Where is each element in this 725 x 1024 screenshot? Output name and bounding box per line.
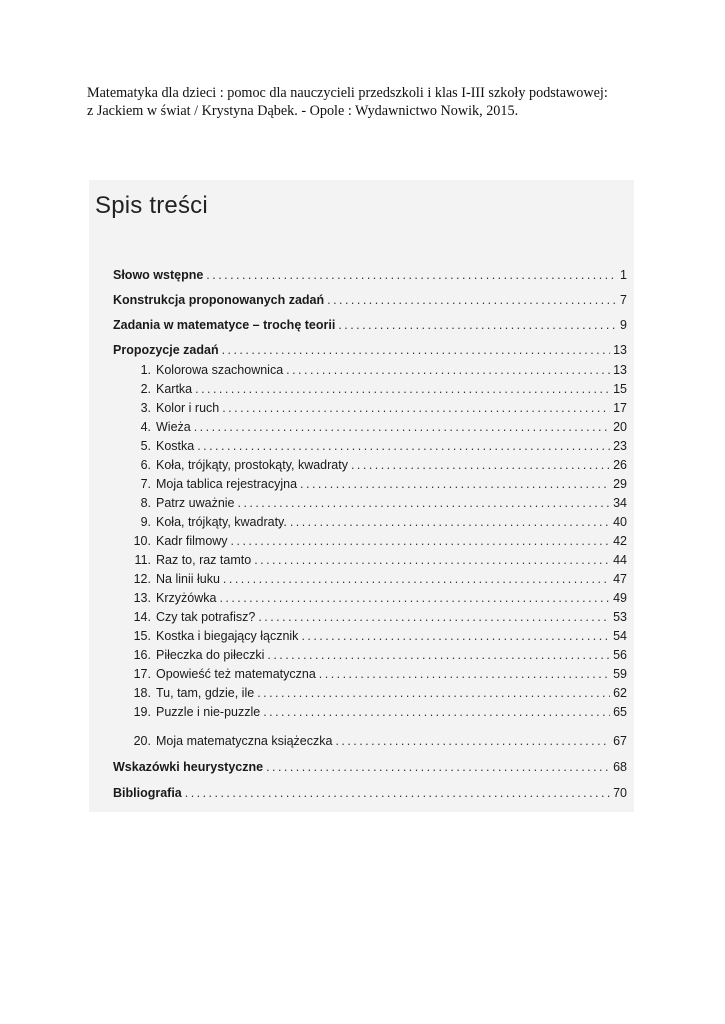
toc-title: Spis treści [95, 192, 208, 219]
toc-entry-label: Czy tak potrafisz? [156, 610, 256, 624]
toc-entry-main [113, 293, 627, 307]
toc-entry-sub [127, 705, 627, 719]
toc-entry-number: 3. [140, 401, 151, 415]
toc-entry-number: 12. [133, 572, 151, 586]
toc-entry-sub [127, 382, 627, 396]
toc-entry-main [113, 343, 627, 357]
leader-dots [231, 534, 611, 548]
toc-entry-sub [127, 439, 627, 453]
leader-dots [257, 686, 610, 700]
toc-entry-label: Piłeczka do piłeczki [156, 648, 265, 662]
leader-dots [258, 610, 610, 624]
toc-entry-sub [127, 515, 627, 529]
toc-entry-page: 54 [613, 629, 627, 643]
toc-entry-page: 67 [613, 734, 627, 748]
leader-dots [290, 515, 610, 529]
bibliographic-citation [87, 84, 647, 120]
toc-entry-page: 26 [613, 458, 627, 472]
leader-dots [223, 572, 610, 586]
toc-entry-number: 13. [133, 591, 151, 605]
toc-entry-page: 1 [620, 268, 627, 282]
toc-entry-page: 7 [620, 293, 627, 307]
leader-dots [222, 401, 610, 415]
toc-entry-page: 47 [613, 572, 627, 586]
leader-dots [266, 760, 610, 774]
toc-entry-main [113, 318, 627, 332]
toc-entry-page: 20 [613, 420, 627, 434]
toc-entry-label: Patrz uważnie [156, 496, 235, 510]
toc-entry-number: 5. [140, 439, 151, 453]
toc-entry-number: 14. [133, 610, 151, 624]
toc-entry-label: Wskazówki heurystyczne [113, 760, 264, 774]
toc-entry-page: 23 [613, 439, 627, 453]
toc-entry-page: 13 [613, 363, 627, 377]
toc-entry-number: 18. [133, 686, 151, 700]
toc-entry-number: 20. [133, 734, 151, 748]
leader-dots [219, 591, 610, 605]
leader-dots [206, 268, 617, 282]
leader-dots [197, 439, 610, 453]
toc-entry-sub [127, 534, 627, 548]
toc-entry-number: 10. [133, 534, 151, 548]
citation-line-2: z Jackiem w świat / Krystyna Dąbek. - Opole : Wydawnictwo Nowik, 2015. [87, 103, 519, 119]
toc-entry-label: Słowo wstępne [113, 268, 204, 282]
toc-entry-page: 65 [613, 705, 627, 719]
toc-entry-number: 1. [140, 363, 151, 377]
toc-entry-number: 6. [140, 458, 151, 472]
toc-entry-number: 4. [140, 420, 151, 434]
toc-entry-number: 2. [140, 382, 151, 396]
toc-entry-sub [127, 401, 627, 415]
toc-entry-page: 34 [613, 496, 627, 510]
toc-entry-sub [127, 363, 627, 377]
table-of-contents [89, 180, 634, 812]
toc-entry-label: Konstrukcja proponowanych zadań [113, 293, 325, 307]
leader-dots [254, 553, 610, 567]
leader-dots [222, 343, 611, 357]
toc-entry-sub [127, 629, 627, 643]
toc-entry-label: Propozycje zadań [113, 343, 219, 357]
toc-entry-sub [127, 734, 627, 748]
toc-entry-sub [127, 496, 627, 510]
toc-entry-number: 16. [133, 648, 151, 662]
leader-dots [338, 318, 617, 332]
leader-dots [335, 734, 610, 748]
toc-entry-sub [127, 591, 627, 605]
toc-entry-main [113, 760, 627, 774]
toc-entry-label: Zadania w matematyce – trochę teorii [113, 318, 336, 332]
toc-entry-page: 68 [613, 760, 627, 774]
toc-entry-number: 11. [134, 553, 151, 567]
leader-dots [195, 382, 610, 396]
toc-entry-page: 44 [613, 553, 627, 567]
leader-dots [194, 420, 610, 434]
leader-dots [286, 363, 610, 377]
toc-entry-label: Tu, tam, gdzie, ile [156, 686, 255, 700]
leader-dots [327, 293, 617, 307]
toc-entry-sub [127, 477, 627, 491]
citation-line-1: Matematyka dla dzieci : pomoc dla nauczycieli przedszkoli i klas I-III szkoły podstawowej: [87, 85, 608, 101]
toc-entry-label: Wieża [156, 420, 191, 434]
toc-entry-number: 9. [140, 515, 151, 529]
toc-entry-sub [127, 553, 627, 567]
toc-entry-label: Koła, trójkąty, kwadraty. [156, 515, 287, 529]
toc-entry-number: 19. [133, 705, 151, 719]
toc-entry-label: Bibliografia [113, 786, 182, 800]
toc-entry-label: Opowieść też matematyczna [156, 667, 316, 681]
toc-entry-page: 56 [613, 648, 627, 662]
toc-entry-label: Na linii łuku [156, 572, 220, 586]
toc-entry-page: 53 [613, 610, 627, 624]
toc-entry-main [113, 268, 627, 282]
leader-dots [185, 786, 610, 800]
toc-entry-sub [127, 420, 627, 434]
toc-entry-label: Moja matematyczna książeczka [156, 734, 333, 748]
toc-entry-number: 17. [133, 667, 151, 681]
leader-dots [238, 496, 611, 510]
leader-dots [263, 705, 610, 719]
toc-entry-main [113, 786, 627, 800]
toc-entry-label: Kartka [156, 382, 193, 396]
toc-entry-label: Puzzle i nie-puzzle [156, 705, 261, 719]
toc-entry-page: 59 [613, 667, 627, 681]
toc-entry-sub [127, 648, 627, 662]
toc-entry-number: 15. [133, 629, 151, 643]
toc-entry-sub [127, 458, 627, 472]
toc-entry-number: 7. [140, 477, 151, 491]
leader-dots [267, 648, 610, 662]
toc-entry-sub [127, 610, 627, 624]
toc-entry-sub [127, 686, 627, 700]
toc-entry-page: 42 [613, 534, 627, 548]
toc-entry-label: Kolor i ruch [156, 401, 220, 415]
toc-entry-label: Kostka [156, 439, 195, 453]
toc-entry-sub [127, 667, 627, 681]
toc-entry-label: Raz to, raz tamto [156, 553, 252, 567]
toc-entry-page: 9 [620, 318, 627, 332]
toc-entry-number: 8. [140, 496, 151, 510]
leader-dots [351, 458, 610, 472]
leader-dots [300, 477, 610, 491]
toc-entry-page: 29 [613, 477, 627, 491]
toc-entry-page: 17 [613, 401, 627, 415]
toc-entry-label: Moja tablica rejestracyjna [156, 477, 298, 491]
toc-entry-page: 40 [613, 515, 627, 529]
toc-entry-page: 70 [613, 786, 627, 800]
toc-entry-sub [127, 572, 627, 586]
toc-entry-page: 49 [613, 591, 627, 605]
toc-entry-page: 62 [613, 686, 627, 700]
toc-entry-label: Krzyżówka [156, 591, 217, 605]
leader-dots [319, 667, 610, 681]
toc-entry-label: Kostka i biegający łącznik [156, 629, 299, 643]
toc-entry-page: 13 [613, 343, 627, 357]
toc-entry-label: Koła, trójkąty, prostokąty, kwadraty [156, 458, 348, 472]
toc-entry-label: Kolorowa szachownica [156, 363, 284, 377]
toc-entries [89, 180, 634, 812]
leader-dots [301, 629, 610, 643]
toc-entry-page: 15 [613, 382, 627, 396]
toc-entry-label: Kadr filmowy [156, 534, 228, 548]
